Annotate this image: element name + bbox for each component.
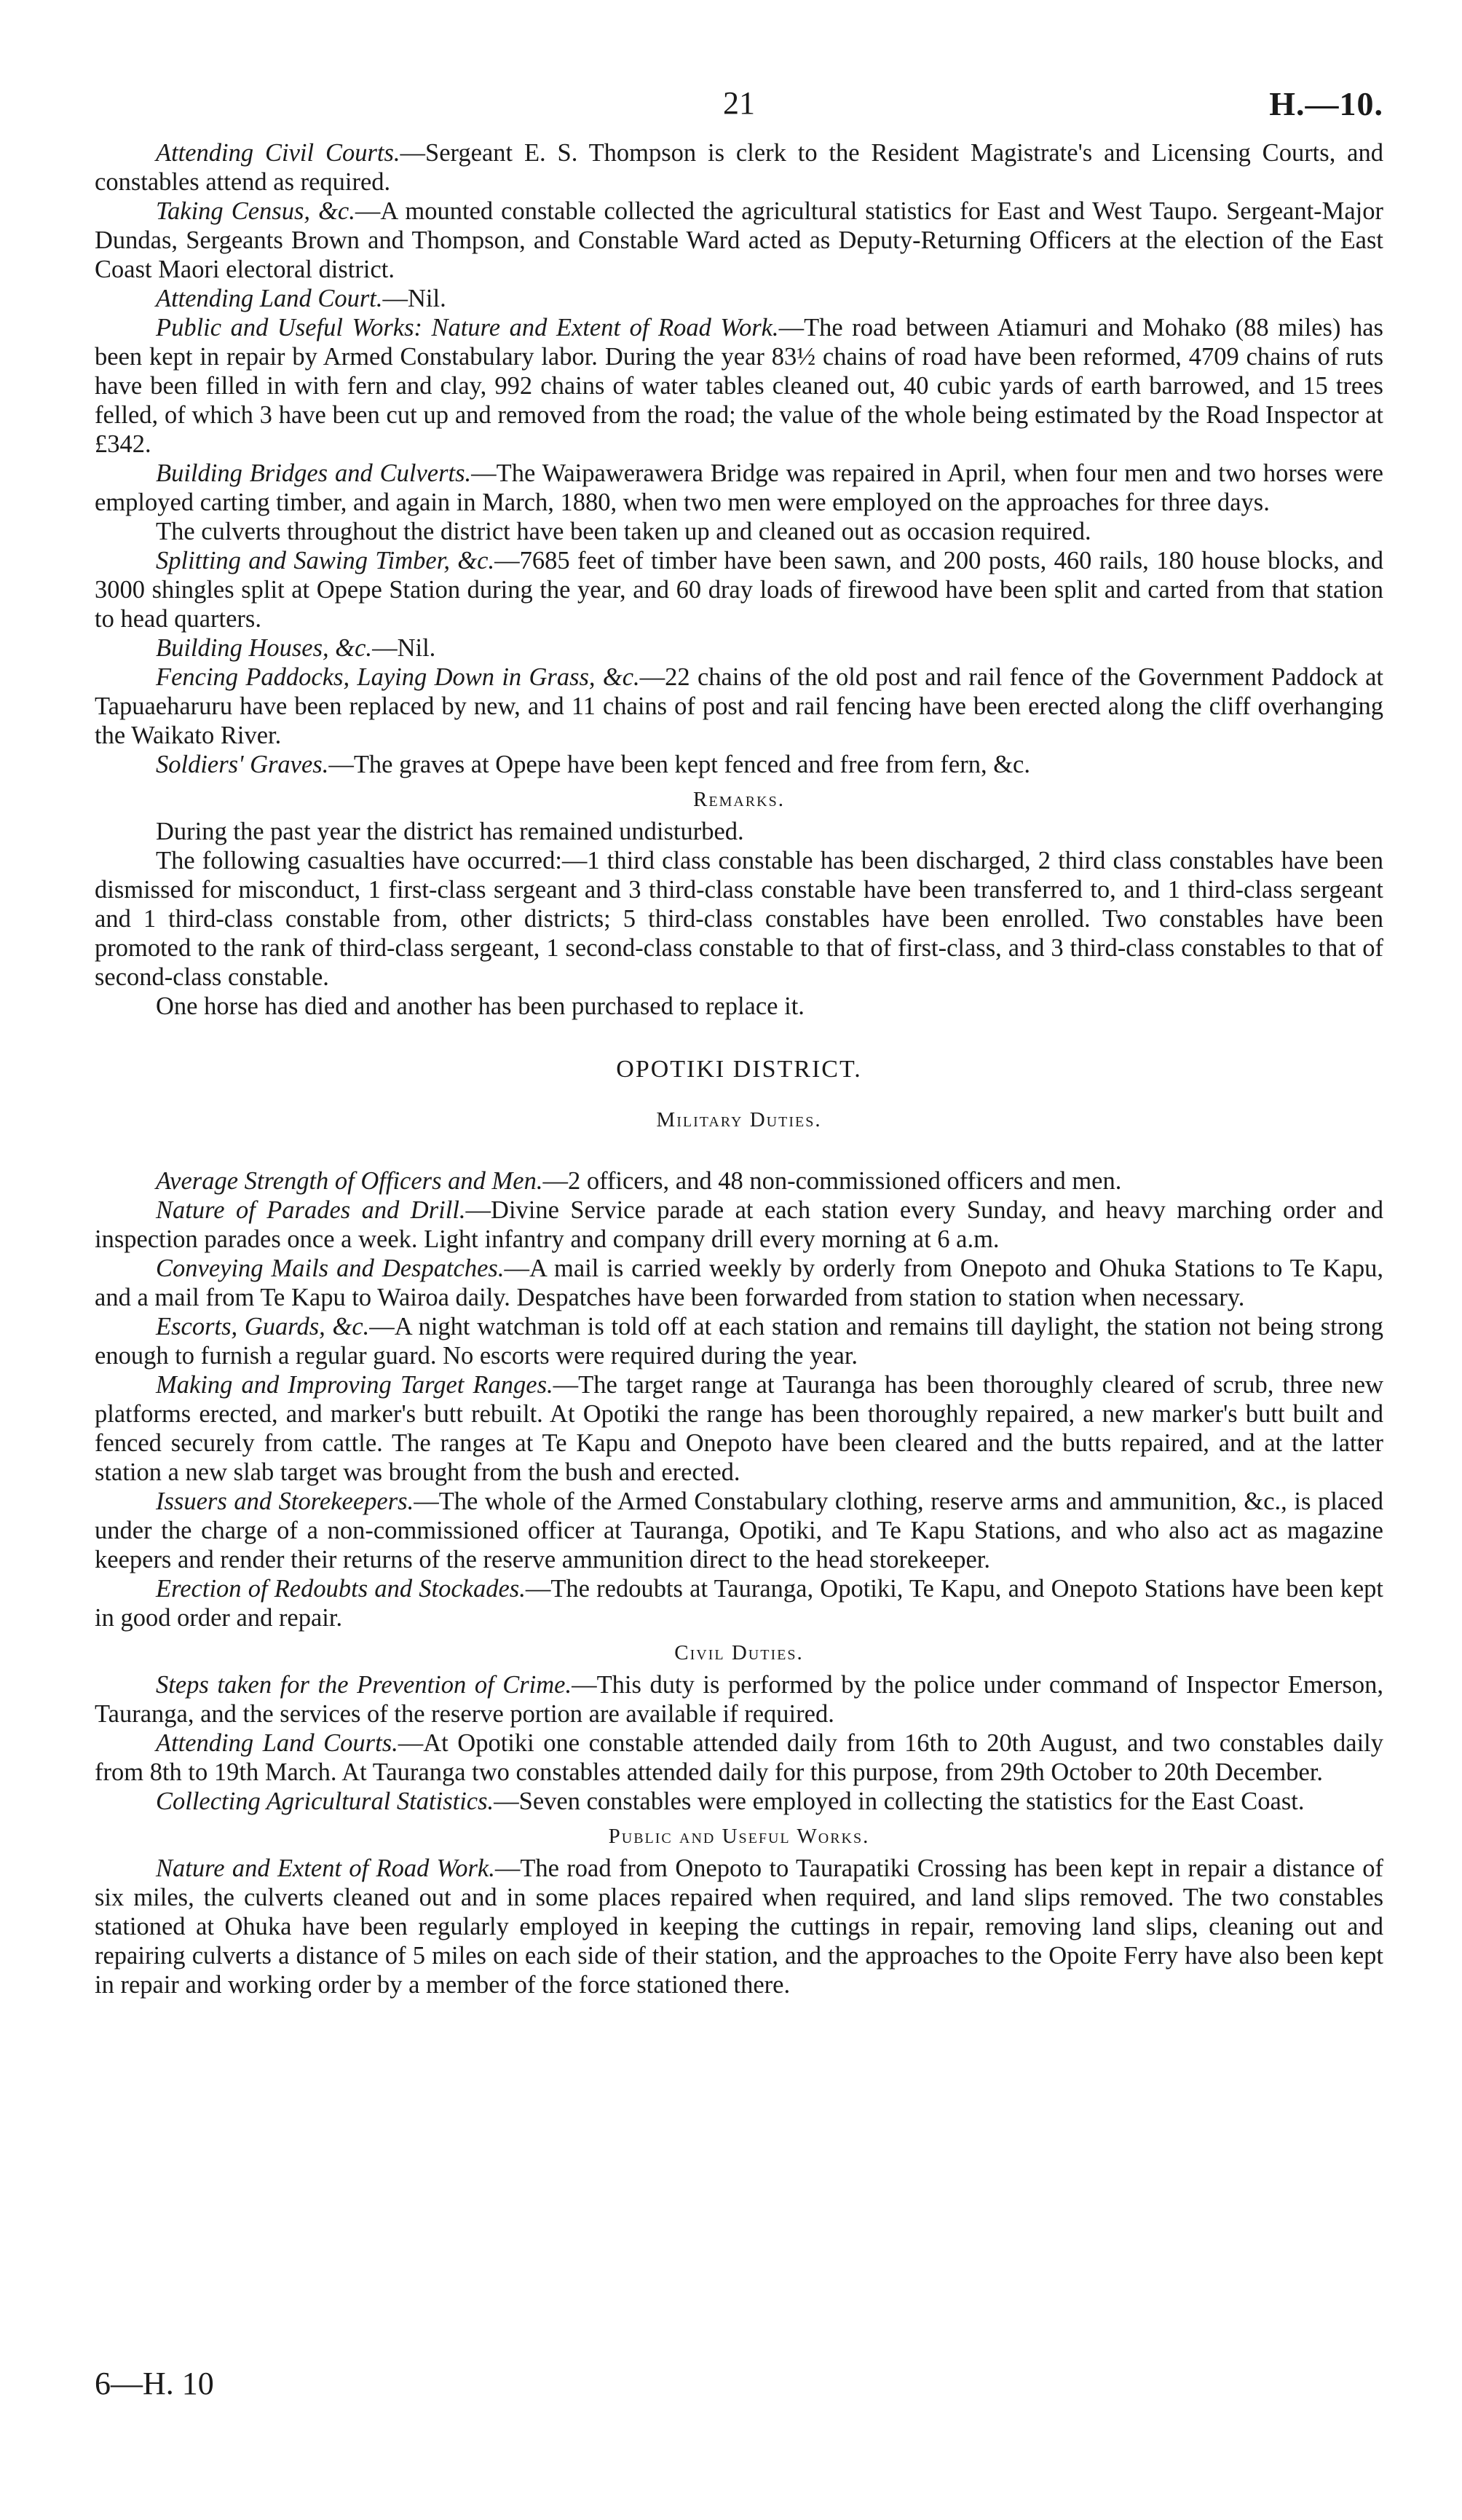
paragraph-soldiers-graves: Soldiers' Graves.—The graves at Opepe have been kept fenced and free from fern, &c. — [156, 751, 1030, 778]
paragraph-mails-despatches: Conveying Mails and Despatches.—A mail is carried weekly by orderly from Onepoto and Ohuka Stations to Te Kapu, and a mail from Te Kapu to Wairoa daily. Despatches have been forwarded from station to station when necessary. — [95, 1255, 1384, 1311]
document-page — [95, 80, 1383, 1999]
paragraph-attending-land-courts: Attending Land Courts.—At Opotiki one constable attended daily from 16th to 20th August, and two constables daily from 8th to 19th March. At Tauranga two constables attended daily for this purpose, from 29th October to 20th December. — [95, 1729, 1383, 1786]
page-header — [95, 80, 1383, 138]
document-reference: H.—10. — [1269, 85, 1383, 122]
paragraph-attending-land-court: Attending Land Court.—Nil. — [156, 285, 446, 312]
page-footer-signature: 6—H. 10 — [95, 2366, 214, 2401]
paragraph-splitting-timber: Splitting and Sawing Timber, &c.—7685 feet of timber have been sawn, and 200 posts, 460 rails, 180 house blocks, and 3000 shingles split at Opepe Station during the year, and 60 dray loads of firewood have been split and carted from that station to head quarters. — [95, 547, 1383, 633]
public-works-heading: Public and Useful Works. — [608, 1825, 870, 1848]
page-number: 21 — [723, 85, 755, 121]
remarks-paragraph: One horse has died and another has been purchased to replace it. — [156, 992, 805, 1020]
remarks-heading: Remarks. — [693, 788, 785, 811]
paragraph-bridges-culverts: Building Bridges and Culverts.—The Waipawerawera Bridge was repaired in April, when four men and two horses were employed carting timber, and again in March, 1880, when two men were employed on the approaches for three days. — [95, 459, 1383, 516]
paragraph-fencing-paddocks: Fencing Paddocks, Laying Down in Grass, &c.—22 chains of the old post and rail fence of the Government Paddock at Tapuaeharuru have been replaced by new, and 11 chains of post and rail fencing have been erected along the cliff overhanging the Waikato River. — [95, 663, 1383, 749]
paragraph-road-work: Public and Useful Works: Nature and Extent of Road Work.—The road between Atiamuri and Mohako (88 miles) has been kept in repair by Armed Constabulary labor. During the year 83½ chains of road have been reformed, 4709 chains of ruts have been filled in with fern and clay, 992 chains of water tables cleaned out, 40 cubic yards of earth barrowed, and 15 trees felled, of which 3 have been cut up and removed from the road; the value of the whole being estimated by the Road Inspector at £342. — [95, 314, 1383, 458]
military-duties-heading: Military Duties. — [656, 1108, 822, 1131]
paragraph-average-strength: Average Strength of Officers and Men.—2 officers, and 48 non-commissioned officers and men. — [156, 1167, 1122, 1195]
remarks-paragraph: During the past year the district has remained undisturbed. — [156, 818, 744, 845]
district-heading: OPOTIKI DISTRICT. — [616, 1056, 862, 1083]
paragraph-redoubts-stockades: Erection of Redoubts and Stockades.—The redoubts at Tauranga, Opotiki, Te Kapu, and Onepoto Stations have been kept in good order and repair. — [95, 1575, 1383, 1632]
paragraph-prevention-of-crime: Steps taken for the Prevention of Crime.—This duty is performed by the police under command of Inspector Emerson, Tauranga, and the services of the reserve portion are available if required. — [95, 1671, 1384, 1728]
taupo-section — [95, 138, 1383, 1021]
paragraph-escorts-guards: Escorts, Guards, &c.—A night watchman is told off at each station and remains till daylight, the station not being strong enough to furnish a regular guard. No escorts were required during the year. — [95, 1313, 1383, 1370]
paragraph-parades-drill: Nature of Parades and Drill.—Divine Service parade at each station every Sunday, and heavy marching order and inspection parades once a week. Light infantry and company drill every morning at 6 a.m. — [95, 1196, 1383, 1253]
opotiki-section — [95, 1056, 1383, 1999]
paragraph-culverts: The culverts throughout the district have been taken up and cleaned out as occasion required. — [156, 518, 1091, 545]
paragraph-opotiki-road-work: Nature and Extent of Road Work.—The road from Onepoto to Taurapatiki Crossing has been kept in repair a distance of six miles, the culverts cleaned out and in some places repaired when required, and land slips removed. The two constables stationed at Ohuka have been regularly employed in keeping the cuttings in repair, removing land slips, cleaning out and repairing culverts a distance of 5 miles on each side of their station, and the approaches to the Opoite Ferry have also been kept in repair and working order by a member of the force stationed there. — [95, 1855, 1383, 1999]
paragraph-agricultural-statistics: Collecting Agricultural Statistics.—Seven constables were employed in collecting the statistics for the East Coast. — [156, 1788, 1305, 1815]
paragraph-building-houses: Building Houses, &c.—Nil. — [156, 634, 436, 662]
paragraph-taking-census: Taking Census, &c.—A mounted constable collected the agricultural statistics for East and West Taupo. Sergeant-Major Dundas, Sergeants Brown and Thompson, and Constable Ward acted as Deputy-Returning Officers at the election of the East Coast Maori electoral district. — [95, 197, 1383, 283]
paragraph-target-ranges: Making and Improving Target Ranges.—The target range at Tauranga has been thoroughly cleared of scrub, three new platforms erected, and marker's butt rebuilt. At Opotiki the range has been thoroughly repaired, a new marker's butt built and fenced securely from cattle. The ranges at Te Kapu and Onepoto have been cleared and the butts repaired, and at the latter station a new slab target was brought from the bush and erected. — [95, 1371, 1383, 1486]
remarks-paragraph: The following casualties have occurred:—1 third class constable has been discharged, 2 third class constables have been dismissed for misconduct, 1 first-class sergeant and 3 third-class constable have been transferred to, and 1 third-class sergeant and 1 third-class constable from, other districts; 5 third-class constables have been enrolled. Two constables have been promoted to the rank of third-class sergeant, 1 second-class constable to that of first-class, and 3 third-class constables to that of second-class constable. — [95, 847, 1383, 991]
paragraph-issuers-storekeepers: Issuers and Storekeepers.—The whole of the Armed Constabulary clothing, reserve arms and ammunition, &c., is placed under the charge of a non-commissioned officer at Tauranga, Opotiki, and Te Kapu Stations, and who also act as magazine keepers and render their returns of the reserve ammunition direct to the head storekeeper. — [95, 1488, 1383, 1573]
paragraph-attending-civil-courts: Attending Civil Courts.—Sergeant E. S. Thompson is clerk to the Resident Magistrate's and Licensing Courts, and constables attend as required. — [95, 139, 1383, 196]
civil-duties-heading: Civil Duties. — [674, 1641, 804, 1664]
